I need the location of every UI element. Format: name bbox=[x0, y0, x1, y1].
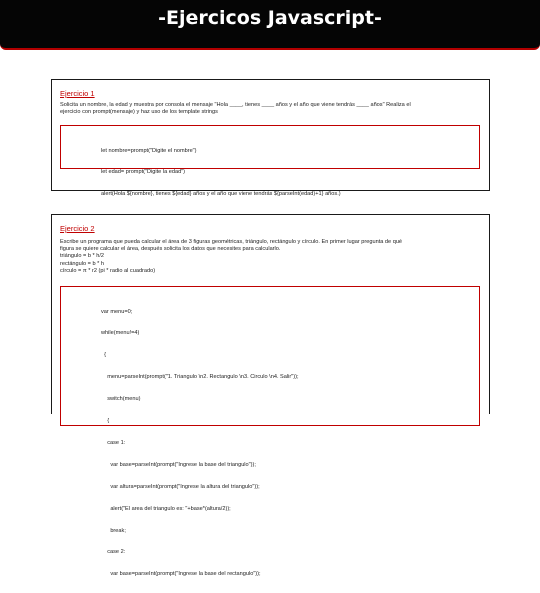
code-line: case 2: bbox=[101, 549, 126, 556]
code-line: var altura=parseInt(prompt("Ingrese la altura del triangulo")); bbox=[101, 483, 260, 490]
code-line: break; bbox=[101, 527, 126, 534]
page-header bbox=[0, 0, 540, 61]
exercise-2-code bbox=[101, 294, 299, 593]
exercise-1-code bbox=[101, 133, 341, 213]
exercise-card-1 bbox=[51, 79, 490, 198]
code-line: { bbox=[101, 352, 106, 359]
exercise-2-description-line: círculo = π * r2 (pi * radio al cuadrado) bbox=[60, 267, 156, 274]
exercise-2-description-line: triángulo = b * h/2 bbox=[60, 253, 105, 260]
exercise-card-2 bbox=[51, 214, 490, 578]
exercise-2-title[interactable]: Ejercicio 2 bbox=[60, 224, 95, 233]
exercise-2-description-line: figura se quiere calcular el área, después solicita los datos que necesites para calcularlo. bbox=[60, 246, 281, 253]
code-line: case 1: bbox=[101, 439, 126, 446]
exercise-2-description-line: Escribe un programa que pueda calcular el área de 3 figuras geométricas, triángulo, rectángulo y círculo. En primer lugar pregunta de qué bbox=[60, 239, 403, 245]
exercise-2-description bbox=[60, 239, 481, 275]
exercise-2-code-box bbox=[60, 286, 480, 578]
exercise-2-description-line: rectángulo = b * h bbox=[60, 260, 105, 267]
exercise-1-description bbox=[60, 102, 481, 116]
code-line: alert("El area del triangulo es: "+base*(altura/2)); bbox=[101, 505, 231, 512]
code-line: menu=parseInt(prompt("1. Triangulo \n2. Rectangulo \n3. Circulo \n4. Salir")); bbox=[101, 374, 299, 381]
code-line: { bbox=[101, 418, 110, 425]
exercise-1-title[interactable]: Ejercicio 1 bbox=[60, 89, 95, 98]
code-line: var base=parseInt(prompt("Ingrese la base del rectangulo")); bbox=[101, 571, 261, 578]
code-line: var base=parseInt(prompt("Ingrese la base del triangulo")); bbox=[101, 461, 256, 468]
code-line: while(menu!=4) bbox=[101, 330, 140, 337]
page-title: -Ejercicos Javascript- bbox=[158, 7, 382, 29]
exercise-1-description-line: ejercicio con prompt(mensaje) y haz uso de los template strings bbox=[60, 109, 218, 116]
code-line: switch(menu) bbox=[101, 396, 141, 403]
exercise-1-description-line: Solicita un nombre, la edad y muestra por consola el mensaje "Hola ____, tienes ____ años y el año que viene tendrás ____ años" Realiza el bbox=[60, 102, 411, 108]
exercise-1-code-box bbox=[60, 125, 480, 198]
code-line: var menu=0; bbox=[101, 308, 133, 315]
code-line: let edad= prompt("Digite la edad") bbox=[101, 169, 186, 176]
page-subtitle: Por cada ejercicio se encuentra su enunciado y respectivo código solución bbox=[150, 51, 389, 64]
code-line: let nombre=prompt("Digite el nombre") bbox=[101, 147, 197, 154]
code-line: alert(Hola ${nombre}, tienes ${edad} años y el año que viene tendrás ${parseInt(edad)+1} años.) bbox=[101, 191, 341, 198]
